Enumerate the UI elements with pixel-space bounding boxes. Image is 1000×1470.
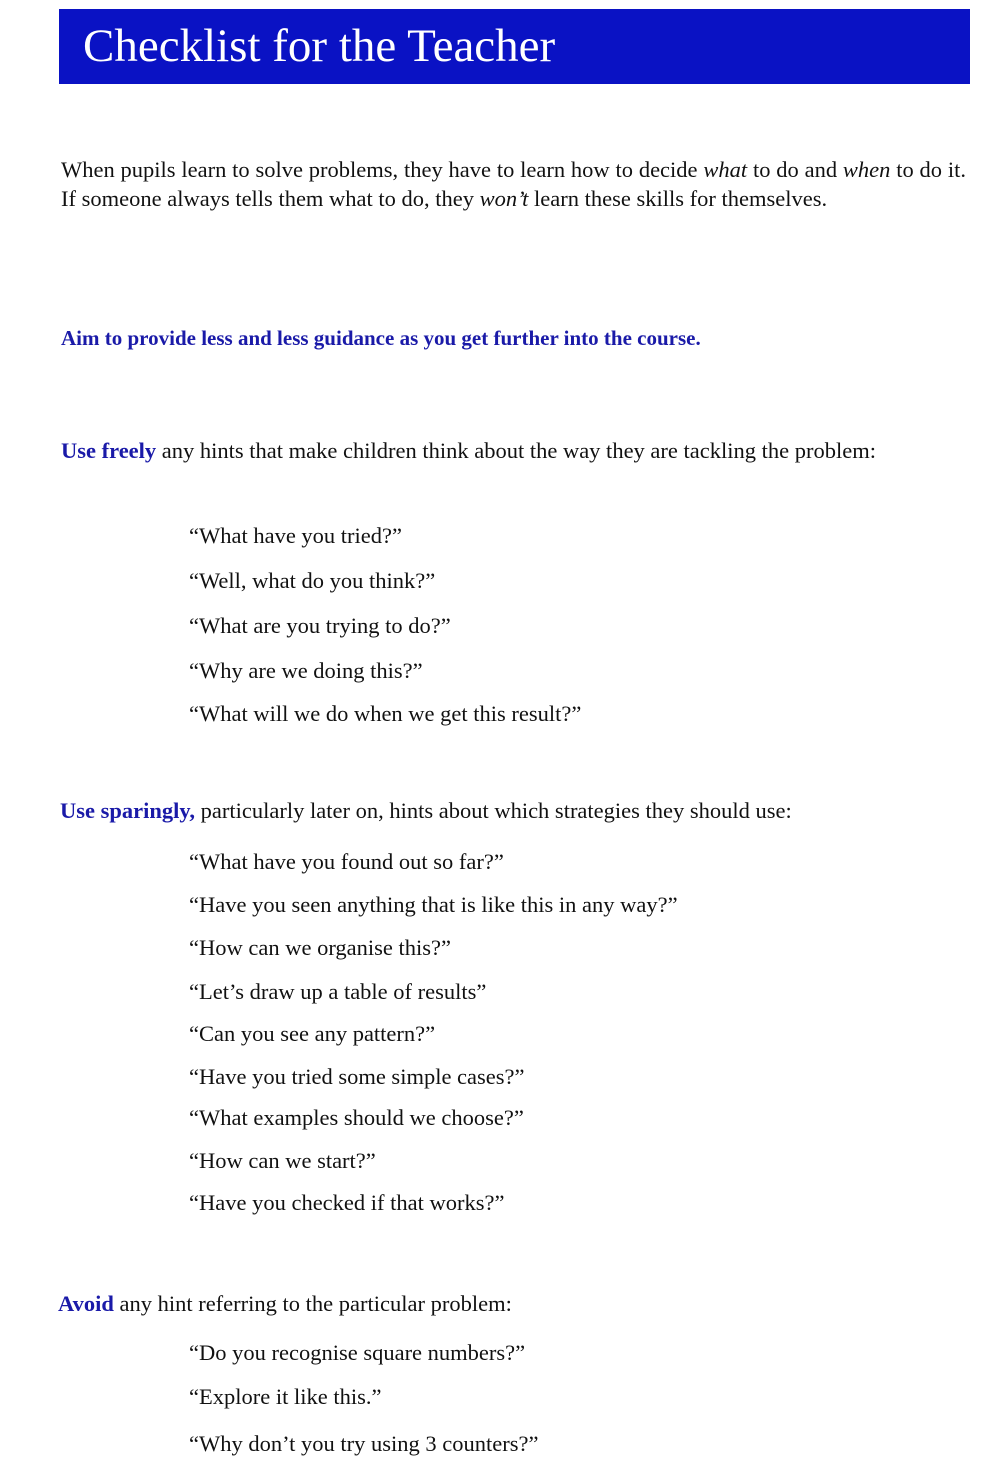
title-banner	[59, 9, 970, 84]
aim-statement: Aim to provide less and less guidance as you get further into the course.	[61, 326, 701, 350]
intro-emphasis-what: what	[703, 157, 748, 182]
page-title: Checklist for the Teacher	[83, 20, 556, 72]
use-freely-quote: “What will we do when we get this result?”	[189, 701, 582, 726]
use-freely-intro	[61, 436, 961, 465]
use-freely-text: any hints that make children think about the way they are tackling the problem:	[156, 438, 876, 463]
avoid-quote: “Explore it like this.”	[189, 1384, 382, 1409]
use-sparingly-quote: “Let’s draw up a table of results”	[189, 979, 487, 1004]
use-freely-quote: “What are you trying to do?”	[189, 613, 451, 638]
avoid-quote: “Do you recognise square numbers?”	[189, 1340, 526, 1365]
use-freely-quote: “Why are we doing this?”	[189, 658, 423, 683]
use-sparingly-keyword: Use sparingly,	[60, 798, 196, 823]
use-freely-quote: “What have you tried?”	[189, 523, 403, 548]
use-sparingly-quote: “What examples should we choose?”	[189, 1105, 524, 1130]
intro-text-1: When pupils learn to solve problems, they have to learn how to decide	[61, 157, 704, 182]
use-sparingly-intro	[60, 796, 960, 825]
use-sparingly-quote: “What have you found out so far?”	[189, 849, 504, 874]
intro-emphasis-wont: won’t	[479, 186, 529, 211]
use-sparingly-quote: “Have you seen anything that is like this in any way?”	[189, 892, 678, 917]
use-sparingly-quote: “Can you see any pattern?”	[189, 1021, 436, 1046]
intro-emphasis-when: when	[842, 157, 891, 182]
use-freely-quote: “Well, what do you think?”	[189, 568, 436, 593]
intro-text-2: to do and	[747, 157, 843, 182]
avoid-quote: “Why don’t you try using 3 counters?”	[189, 1431, 539, 1456]
avoid-keyword: Avoid	[58, 1291, 114, 1316]
intro-text-3: to do it. If someone always tells them what to do, they	[61, 157, 966, 211]
use-sparingly-quote: “Have you tried some simple cases?”	[189, 1064, 525, 1089]
avoid-intro	[58, 1289, 958, 1318]
use-sparingly-quote: “Have you checked if that works?”	[189, 1190, 505, 1215]
intro-paragraph	[61, 155, 966, 213]
use-sparingly-quote: “How can we start?”	[189, 1148, 376, 1173]
use-freely-keyword: Use freely	[61, 438, 157, 463]
use-sparingly-text: particularly later on, hints about which strategies they should use:	[195, 798, 792, 823]
avoid-text: any hint referring to the particular problem:	[113, 1291, 512, 1316]
intro-text-4: learn these skills for themselves.	[528, 186, 828, 211]
use-sparingly-quote: “How can we organise this?”	[189, 935, 451, 960]
